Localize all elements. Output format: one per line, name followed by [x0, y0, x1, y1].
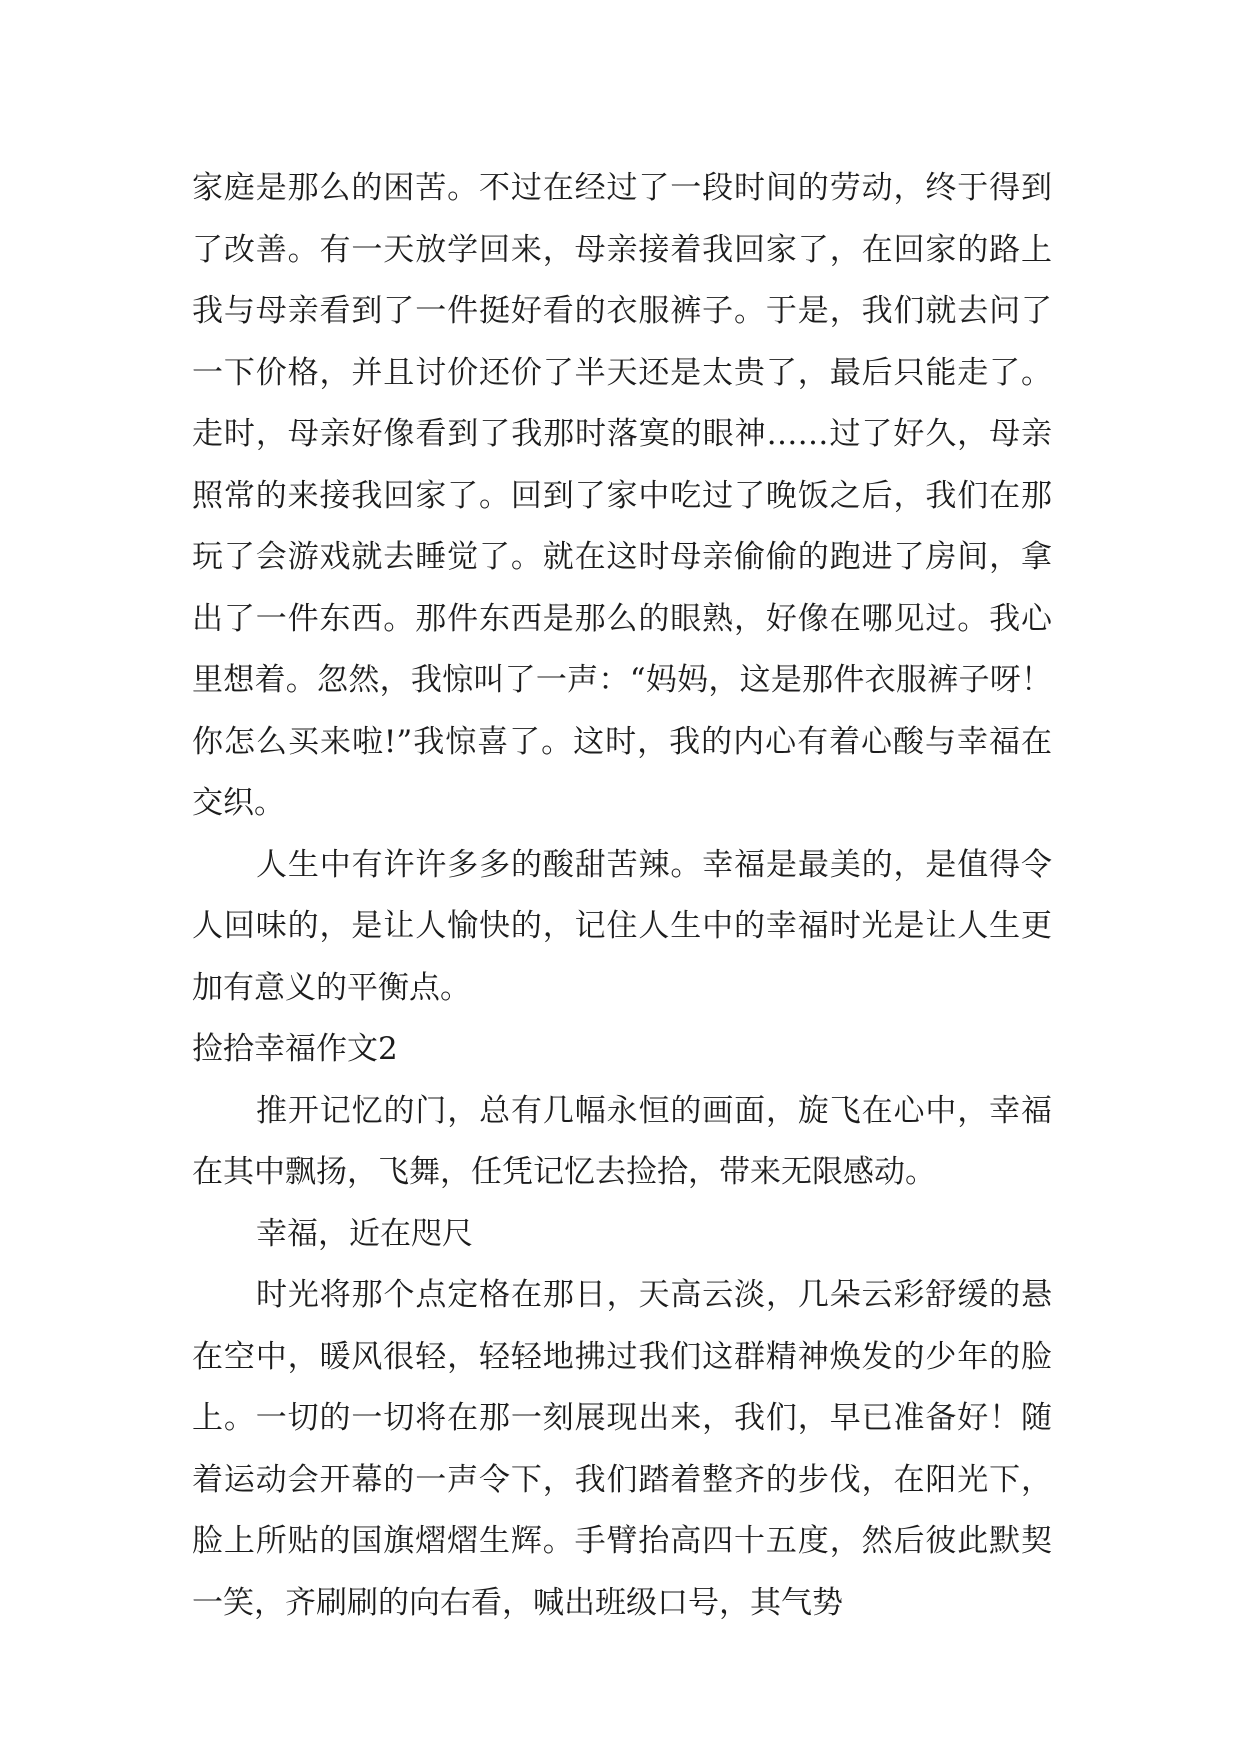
paragraph-family-hardship: 家庭是那么的困苦。不过在经过了一段时间的劳动，终于得到了改善。有一天放学回来，母亲接着我回家了，在回家的路上我与母亲看到了一件挺好看的衣服裤子。于是，我们就去问了一下价格，并且讨价还价了半天还是太贵了，最后只能走了。走时，母亲好像看到了我那时落寞的眼神……过了好久，母亲照常的来接我回家了。回到了家中吃过了晚饭之后，我们在那玩了会游戏就去睡觉了。就在这时母亲偷偷的跑进了房间，拿出了一件东西。那件东西是那么的眼熟，好像在哪见过。我心里想着。忽然，我惊叫了一声：“妈妈，这是那件衣服裤子呀！你怎么买来啦!”我惊喜了。这时，我的内心有着心酸与幸福在交织。 — [192, 170, 1052, 821]
essay-heading: 捡拾幸福作文2 — [192, 1031, 398, 1067]
paragraph-sports-meet: 时光将那个点定格在那日，天高云淡，几朵云彩舒缓的悬在空中，暖风很轻，轻轻地拂过我们这群精神焕发的少年的脸上。一切的一切将在那一刻展现出来，我们，早已准备好！随着运动会开幕的一声令下，我们踏着整齐的步伐，在阳光下，脸上所贴的国旗熠熠生辉。手臂抬高四十五度，然后彼此默契一笑，齐刷刷的向右看，喊出班级口号，其气势 — [192, 1277, 1052, 1621]
document-body — [192, 158, 1052, 1634]
paragraph-life-reflection: 人生中有许许多多的酸甜苦辣。幸福是最美的，是值得令人回味的，是让人愉快的，记住人生中的幸福时光是让人生更加有意义的平衡点。 — [192, 846, 1052, 1006]
paragraph-memory-door: 推开记忆的门，总有几幅永恒的画面，旋飞在心中，幸福在其中飘扬，飞舞，任凭记忆去捡拾，带来无限感动。 — [192, 1092, 1052, 1190]
subheading-happiness-near: 幸福，近在咫尺 — [256, 1215, 473, 1252]
